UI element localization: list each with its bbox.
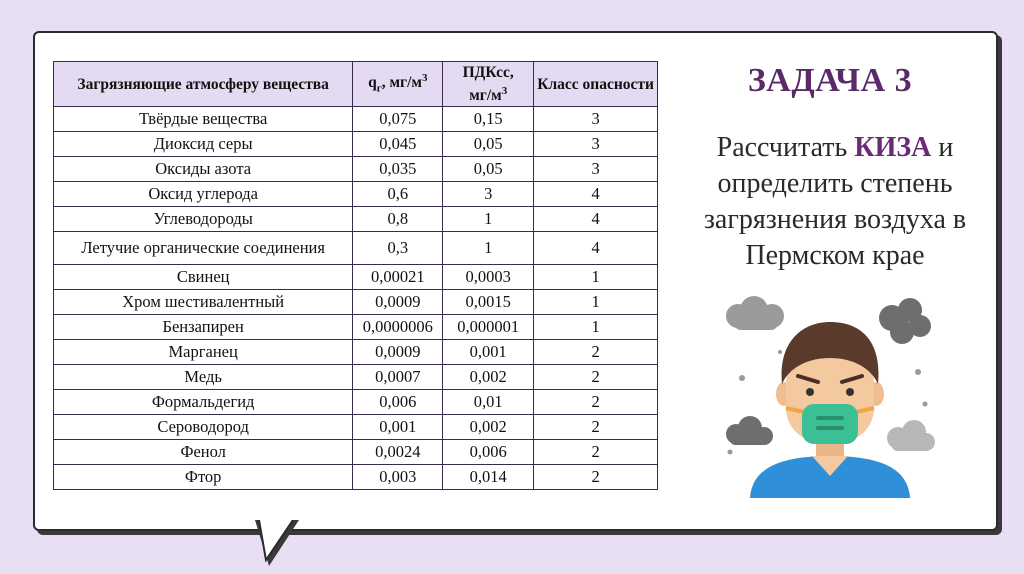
header-pdk: ПДКсс, $мг/м^3$ xyxy=(443,62,534,107)
cell-pdk: 0,15 xyxy=(443,107,534,132)
cell-q: 0,0024 xyxy=(353,440,443,465)
cell-substance: Хром шестивалентный xyxy=(54,290,353,315)
cell-substance: Оксид углерода xyxy=(54,182,353,207)
table-row xyxy=(54,365,658,390)
cell-hazard-class: 4 xyxy=(534,232,658,265)
cell-q: 0,8 xyxy=(353,207,443,232)
table-row xyxy=(54,232,658,265)
cell-substance: Летучие органические соединения xyxy=(54,232,353,265)
cell-substance: Углеводороды xyxy=(54,207,353,232)
cell-hazard-class: 2 xyxy=(534,465,658,490)
cell-q: 0,0009 xyxy=(353,340,443,365)
cell-pdk: 0,0003 xyxy=(443,265,534,290)
task-keyword: КИЗА xyxy=(854,132,932,163)
cell-substance: Диоксид серы xyxy=(54,132,353,157)
header-q: $q_г$, $мг/м^3$ xyxy=(353,62,443,107)
cell-q: 0,0009 xyxy=(353,290,443,315)
table-row xyxy=(54,265,658,290)
cell-q: 0,0007 xyxy=(353,365,443,390)
cell-q: 0,003 xyxy=(353,465,443,490)
cell-pdk: 0,002 xyxy=(443,365,534,390)
cell-pdk: 1 xyxy=(443,232,534,265)
table-row xyxy=(54,132,658,157)
cell-pdk: 3 xyxy=(443,182,534,207)
table-body xyxy=(54,107,658,490)
cell-pdk: 0,05 xyxy=(443,132,534,157)
cell-hazard-class: 1 xyxy=(534,265,658,290)
table-row xyxy=(54,157,658,182)
cell-pdk: 1 xyxy=(443,207,534,232)
cell-substance: Фенол xyxy=(54,440,353,465)
cell-q: 0,3 xyxy=(353,232,443,265)
cell-hazard-class: 2 xyxy=(534,390,658,415)
cell-substance: Оксиды азота xyxy=(54,157,353,182)
cell-hazard-class: 3 xyxy=(534,157,658,182)
cell-pdk: 0,01 xyxy=(443,390,534,415)
task-description: Рассчитать КИЗА и определить степень загрязнения воздуха в Пермском крае xyxy=(703,132,967,271)
cell-pdk: 0,002 xyxy=(443,415,534,440)
cell-pdk: 0,006 xyxy=(443,440,534,465)
table-row xyxy=(54,415,658,440)
cell-pdk: 0,000001 xyxy=(443,315,534,340)
pollutants-table xyxy=(53,61,658,490)
cell-substance: Формальдегид xyxy=(54,390,353,415)
cell-q: 0,045 xyxy=(353,132,443,157)
cell-pdk: 0,05 xyxy=(443,157,534,182)
cell-q: 0,006 xyxy=(353,390,443,415)
cell-hazard-class: 2 xyxy=(534,340,658,365)
cell-pdk: 0,001 xyxy=(443,340,534,365)
table-row xyxy=(54,340,658,365)
cell-hazard-class: 2 xyxy=(534,415,658,440)
table-header-row xyxy=(54,62,658,107)
speech-bubble-tail xyxy=(255,520,315,570)
cell-hazard-class: 4 xyxy=(534,207,658,232)
cell-substance: Фтор xyxy=(54,465,353,490)
cell-substance: Медь xyxy=(54,365,353,390)
cell-q: 0,0000006 xyxy=(353,315,443,340)
table-row xyxy=(54,207,658,232)
cell-hazard-class: 3 xyxy=(534,107,658,132)
table-row xyxy=(54,390,658,415)
cell-pdk: 0,014 xyxy=(443,465,534,490)
table-row xyxy=(54,182,658,207)
table-row xyxy=(54,465,658,490)
task-title: ЗАДАЧА 3 xyxy=(747,62,913,99)
cell-pdk: 0,0015 xyxy=(443,290,534,315)
header-hazard-class: Класс опасности xyxy=(534,62,658,107)
cell-q: 0,035 xyxy=(353,157,443,182)
cell-substance: Свинец xyxy=(54,265,353,290)
cell-hazard-class: 1 xyxy=(534,315,658,340)
cell-hazard-class: 1 xyxy=(534,290,658,315)
cell-q: 0,075 xyxy=(353,107,443,132)
cell-hazard-class: 3 xyxy=(534,132,658,157)
header-substance: Загрязняющие атмосферу вещества xyxy=(54,62,353,107)
cell-hazard-class: 2 xyxy=(534,440,658,465)
cell-hazard-class: 4 xyxy=(534,182,658,207)
cell-substance: Твёрдые вещества xyxy=(54,107,353,132)
cell-substance: Бензапирен xyxy=(54,315,353,340)
cell-q: 0,00021 xyxy=(353,265,443,290)
table-row xyxy=(54,290,658,315)
cell-substance: Сероводород xyxy=(54,415,353,440)
cell-hazard-class: 2 xyxy=(534,365,658,390)
cell-q: 0,6 xyxy=(353,182,443,207)
table-row xyxy=(54,107,658,132)
person-in-mask-smog-icon xyxy=(720,292,940,498)
table-row xyxy=(54,315,658,340)
cell-substance: Марганец xyxy=(54,340,353,365)
table-row xyxy=(54,440,658,465)
cell-q: 0,001 xyxy=(353,415,443,440)
